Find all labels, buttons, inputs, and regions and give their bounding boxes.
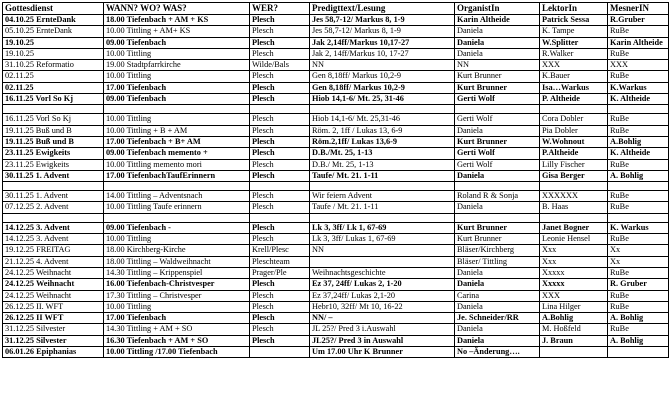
table-row — [3, 202, 669, 213]
time-place-cell: 10.00 Tittling — [104, 71, 250, 82]
service-cell: 19.11.25 Buß und B — [3, 136, 104, 147]
time-place-cell: 17.00 TiefenbachTaufErinnern — [104, 170, 250, 181]
table-row — [3, 313, 669, 324]
sexton-cell: R. Gruber — [608, 279, 669, 290]
organist-cell: Gerti Wolf — [455, 94, 540, 105]
scripture-cell: Hiob 14,1-6/ Mt. 25,31-46 — [310, 114, 455, 125]
who-cell: Plesch — [250, 94, 310, 105]
service-cell: 31.10.25 Reformatio — [3, 60, 104, 71]
sexton-cell: RuBe — [608, 267, 669, 278]
service-cell: 19.10.25 — [3, 48, 104, 59]
lector-cell: Xxxxx — [540, 267, 608, 278]
who-cell — [250, 105, 310, 114]
lector-cell: W.Splitter — [540, 37, 608, 48]
who-cell: Plesch — [250, 159, 310, 170]
who-cell: Plesch — [250, 335, 310, 346]
lector-cell: Xxx — [540, 256, 608, 267]
time-place-cell: 17.30 Tittling – Christvesper — [104, 290, 250, 301]
table-row — [3, 114, 669, 125]
organist-cell: Kurt Brunner — [455, 71, 540, 82]
lector-cell: Lilly Fischer — [540, 159, 608, 170]
sexton-cell: K.Warkus — [608, 82, 669, 93]
sexton-cell: RuBe — [608, 71, 669, 82]
time-place-cell: 09.00 Tiefenbach — [104, 94, 250, 105]
sexton-cell: RuBe — [608, 125, 669, 136]
who-cell: Plesch — [250, 26, 310, 37]
scripture-cell: Röm.2,1ff/ Lukas 13,6-9 — [310, 136, 455, 147]
sexton-cell: RuBe — [608, 324, 669, 335]
time-place-cell: 18.00 Tiefenbach + AM + KS — [104, 15, 250, 26]
who-cell: Plesch — [250, 82, 310, 93]
who-cell: Plesch — [250, 313, 310, 324]
header-lektorin: LektorIn — [540, 3, 608, 15]
lector-cell: W.Wohnout — [540, 136, 608, 147]
service-cell: 19.12.25 FREITAG — [3, 245, 104, 256]
time-place-cell: 10.00 Tittling + B + AM — [104, 125, 250, 136]
table-row — [3, 159, 669, 170]
organist-cell: Gerti Wolf — [455, 159, 540, 170]
lector-cell — [540, 213, 608, 222]
sexton-cell: XXX — [608, 60, 669, 71]
sexton-cell: RuBe — [608, 301, 669, 312]
organist-cell: Daniela — [455, 279, 540, 290]
service-cell: 04.10.25 ErnteDank — [3, 15, 104, 26]
time-place-cell: 19.00 Stadtpfarrkirche — [104, 60, 250, 71]
scripture-cell — [310, 182, 455, 191]
time-place-cell — [104, 105, 250, 114]
time-place-cell: 10.00 Tittling + AM+ KS — [104, 26, 250, 37]
table-row — [3, 148, 669, 159]
service-cell: 06.01.26 Epiphanias — [3, 347, 104, 358]
sexton-cell: A. Bohlig — [608, 313, 669, 324]
lector-cell: P.Altheide — [540, 148, 608, 159]
service-cell: 21.12.25 4. Advent — [3, 256, 104, 267]
table-row — [3, 82, 669, 93]
who-cell: Plesch — [250, 15, 310, 26]
table-row — [3, 234, 669, 245]
organist-cell — [455, 213, 540, 222]
time-place-cell: 17.00 Tiefenbach — [104, 82, 250, 93]
time-place-cell: 10.00 Tittling — [104, 234, 250, 245]
service-cell: 16.11.25 Vorl So Kj — [3, 94, 104, 105]
time-place-cell — [104, 182, 250, 191]
sexton-cell: RuBe — [608, 191, 669, 202]
organist-cell — [455, 105, 540, 114]
scripture-cell: D.B./ Mt. 25, 1-13 — [310, 159, 455, 170]
scripture-cell: Jes 58,7-12/ Markus 8, 1-9 — [310, 26, 455, 37]
who-cell: Prager/Ple — [250, 267, 310, 278]
sexton-cell: RuBe — [608, 159, 669, 170]
sexton-cell: K. Altheide — [608, 148, 669, 159]
lector-cell — [540, 182, 608, 191]
service-cell: 26.12.25 II WFT — [3, 313, 104, 324]
header-mesnerin: MesnerIN — [608, 3, 669, 15]
who-cell: Plesch — [250, 48, 310, 59]
scripture-cell: Lk 3, 3ff/ Lukas 1, 67-69 — [310, 234, 455, 245]
organist-cell: Daniela — [455, 335, 540, 346]
scripture-cell: Hebr10, 32ff/ Mt 10, 16-22 — [310, 301, 455, 312]
service-cell: 31.12.25 Silvester — [3, 324, 104, 335]
who-cell: Plesch — [250, 191, 310, 202]
lector-cell — [540, 105, 608, 114]
scripture-cell: NN/ – — [310, 313, 455, 324]
service-cell: 14.12.25 3. Advent — [3, 234, 104, 245]
sexton-cell: RuBe — [608, 234, 669, 245]
organist-cell: Daniela — [455, 170, 540, 181]
service-cell: 24.12.25 Weihnacht — [3, 279, 104, 290]
service-cell: 16.11.25 Vorl So Kj — [3, 114, 104, 125]
service-cell: 05.10.25 ErnteDank — [3, 26, 104, 37]
organist-cell: Kurt Brunner — [455, 222, 540, 233]
who-cell: Plesch — [250, 202, 310, 213]
sexton-cell: RuBe — [608, 202, 669, 213]
sexton-cell: R.Gruber — [608, 15, 669, 26]
scripture-cell: Ez 37,24ff/ Lukas 2,1-20 — [310, 290, 455, 301]
sexton-cell: Karin Altheide — [608, 37, 669, 48]
lector-cell: Isa…Warkus — [540, 82, 608, 93]
header-row — [3, 3, 669, 15]
organist-cell: Bläser/ Tittling — [455, 256, 540, 267]
scripture-cell: Wir feiern Advent — [310, 191, 455, 202]
sexton-cell: Xx — [608, 245, 669, 256]
service-cell: 02.11.25 — [3, 82, 104, 93]
who-cell: Plesch — [250, 71, 310, 82]
header-organistin: OrganistIn — [455, 3, 540, 15]
who-cell — [250, 213, 310, 222]
table-row — [3, 125, 669, 136]
organist-cell: No –Änderung…. — [455, 347, 540, 358]
organist-cell: Daniela — [455, 37, 540, 48]
scripture-cell: Weihnachtsgeschichte — [310, 267, 455, 278]
scripture-cell: JL25?/ Pred 3 in Auswahl — [310, 335, 455, 346]
who-cell: Plesch — [250, 37, 310, 48]
organist-cell: Je. Schneider/RR — [455, 313, 540, 324]
service-cell: 14.12.25 3. Advent — [3, 222, 104, 233]
time-place-cell: 17.00 Tiefenbach — [104, 313, 250, 324]
who-cell: Plesch — [250, 125, 310, 136]
table-row — [3, 324, 669, 335]
header-wann-wo-was: WANN? WO? WAS? — [104, 3, 250, 15]
table-row — [3, 60, 669, 71]
organist-cell: Roland R & Sonja — [455, 191, 540, 202]
table-row — [3, 15, 669, 26]
lector-cell: Pia Dobler — [540, 125, 608, 136]
table-row — [3, 71, 669, 82]
service-cell — [3, 105, 104, 114]
service-cell: 24.12.25 Weihnacht — [3, 267, 104, 278]
time-place-cell: 09.00 Tiefenbach — [104, 37, 250, 48]
table-row — [3, 301, 669, 312]
service-cell: 07.12.25 2. Advent — [3, 202, 104, 213]
who-cell: Pleschteam — [250, 256, 310, 267]
organist-cell: Daniela — [455, 267, 540, 278]
sexton-cell: Xx — [608, 256, 669, 267]
organist-cell: Kurt Brunner — [455, 234, 540, 245]
who-cell: Plesch — [250, 279, 310, 290]
scripture-cell: Jes 58,7-12/ Markus 8, 1-9 — [310, 15, 455, 26]
time-place-cell — [104, 213, 250, 222]
lector-cell: Xxxxx — [540, 279, 608, 290]
lector-cell: XXX — [540, 290, 608, 301]
header-wer: WER? — [250, 3, 310, 15]
scripture-cell — [310, 213, 455, 222]
lector-cell: Leonie Hensel — [540, 234, 608, 245]
time-place-cell: 10.00 Tittling memento mori — [104, 159, 250, 170]
service-cell: 19.11.25 Buß und B — [3, 125, 104, 136]
lector-cell — [540, 347, 608, 358]
organist-cell: Bläser/Kirchberg — [455, 245, 540, 256]
sexton-cell: K. Altheide — [608, 94, 669, 105]
time-place-cell: 10.00 Tittling — [104, 48, 250, 59]
service-cell: 31.12.25 Silvester — [3, 335, 104, 346]
sexton-cell: RuBe — [608, 114, 669, 125]
organist-cell: Karin Altheide — [455, 15, 540, 26]
who-cell: Plesch — [250, 324, 310, 335]
scripture-cell: Jak 2, 14ff/Markus 10, 17-27 — [310, 48, 455, 59]
time-place-cell: 10.00 Tittling — [104, 114, 250, 125]
scripture-cell: Lk 3, 3ff/ Lk 1, 67-69 — [310, 222, 455, 233]
table-row — [3, 191, 669, 202]
organist-cell: Daniela — [455, 26, 540, 37]
table-row — [3, 94, 669, 105]
sexton-cell: A. Bohlig — [608, 335, 669, 346]
who-cell: Plesch — [250, 114, 310, 125]
time-place-cell: 10.00 Tittling — [104, 301, 250, 312]
spacer-row — [3, 182, 669, 191]
table-row — [3, 335, 669, 346]
time-place-cell: 17.00 Tiefenbach + B+ AM — [104, 136, 250, 147]
lector-cell: M. Hoßfeld — [540, 324, 608, 335]
time-place-cell: 14.00 Tittling – Adventsnach — [104, 191, 250, 202]
lector-cell: XXX — [540, 60, 608, 71]
table-row — [3, 279, 669, 290]
organist-cell: Carina — [455, 290, 540, 301]
who-cell: Krell/Plesc — [250, 245, 310, 256]
who-cell: Plesch — [250, 290, 310, 301]
service-cell: 23.11.25 Ewigkeits — [3, 159, 104, 170]
scripture-cell: Hiob 14,1-6/ Mt. 25, 31-46 — [310, 94, 455, 105]
who-cell: Plesch — [250, 148, 310, 159]
time-place-cell: 14.30 Tittling – Krippenspiel — [104, 267, 250, 278]
who-cell: Wilde/Bals — [250, 60, 310, 71]
scripture-cell — [310, 105, 455, 114]
sexton-cell: RuBe — [608, 26, 669, 37]
lector-cell: J. Braun — [540, 335, 608, 346]
lector-cell: K.Bauer — [540, 71, 608, 82]
organist-cell: Daniela — [455, 202, 540, 213]
organist-cell: Gerti Wolf — [455, 148, 540, 159]
sexton-cell — [608, 213, 669, 222]
table-row — [3, 245, 669, 256]
service-cell: 30.11.25 1. Advent — [3, 191, 104, 202]
service-cell — [3, 182, 104, 191]
who-cell: Plesch — [250, 222, 310, 233]
time-place-cell: 10.00 Tittling /17.00 Tiefenbach — [104, 347, 250, 358]
service-cell: 30.11.25 1. Advent — [3, 170, 104, 181]
table-row — [3, 267, 669, 278]
header-predigttext: Predigttext/Lesung — [310, 3, 455, 15]
lector-cell: B. Haas — [540, 202, 608, 213]
scripture-cell: NN — [310, 245, 455, 256]
organist-cell: Kurt Brunner — [455, 82, 540, 93]
scripture-cell: Um 17.00 Uhr K Brunner — [310, 347, 455, 358]
sexton-cell: A. Bohlig — [608, 170, 669, 181]
time-place-cell: 14.30 Tittling + AM + SO — [104, 324, 250, 335]
who-cell — [250, 347, 310, 358]
scripture-cell: Röm. 2, 1ff / Lukas 13, 6-9 — [310, 125, 455, 136]
scripture-cell: Gen 8,18ff/ Markus 10,2-9 — [310, 82, 455, 93]
schedule-sheet — [2, 2, 668, 358]
scripture-cell: NN — [310, 60, 455, 71]
organist-cell: Daniela — [455, 324, 540, 335]
lector-cell: XXXXXX — [540, 191, 608, 202]
table-row — [3, 48, 669, 59]
organist-cell: NN — [455, 60, 540, 71]
table-row — [3, 37, 669, 48]
lector-cell: Janet Bogner — [540, 222, 608, 233]
lector-cell: A.Bohlig — [540, 313, 608, 324]
organist-cell: Gerti Wolf — [455, 114, 540, 125]
scripture-cell — [310, 256, 455, 267]
table-body — [3, 15, 669, 358]
service-schedule-table — [2, 2, 669, 358]
table-row — [3, 347, 669, 358]
sexton-cell — [608, 182, 669, 191]
table-row — [3, 170, 669, 181]
sexton-cell — [608, 347, 669, 358]
time-place-cell: 18.00 Tittling – Waldweihnacht — [104, 256, 250, 267]
scripture-cell: Taufe / Mt. 21. 1-11 — [310, 202, 455, 213]
service-cell — [3, 213, 104, 222]
header-gottesdienst: Gottesdienst — [3, 3, 104, 15]
scripture-cell: Jak 2,14ff/Markus 10,17-27 — [310, 37, 455, 48]
time-place-cell: 16.00 Tiefenbach-Christvesper — [104, 279, 250, 290]
scripture-cell: JL 25?/ Pred 3 i.Auswahl — [310, 324, 455, 335]
sexton-cell: K. Warkus — [608, 222, 669, 233]
who-cell: Plesch — [250, 234, 310, 245]
time-place-cell: 09.00 Tiefenbach memento + — [104, 148, 250, 159]
scripture-cell: D.B./Mt. 25, 1-13 — [310, 148, 455, 159]
who-cell: Plesch — [250, 301, 310, 312]
lector-cell: R.Walker — [540, 48, 608, 59]
lector-cell: Cora Dobler — [540, 114, 608, 125]
organist-cell: Daniela — [455, 125, 540, 136]
who-cell: Plesch — [250, 170, 310, 181]
spacer-row — [3, 213, 669, 222]
time-place-cell: 16.30 Tiefenbach + AM + SO — [104, 335, 250, 346]
scripture-cell: Taufe/ Mt. 21. 1-11 — [310, 170, 455, 181]
sexton-cell — [608, 105, 669, 114]
who-cell: Plesch — [250, 136, 310, 147]
scripture-cell: Ez 37, 24ff/ Lukas 2, 1-20 — [310, 279, 455, 290]
time-place-cell: 18.00 Kirchberg-Kirche — [104, 245, 250, 256]
sexton-cell: RuBe — [608, 48, 669, 59]
table-row — [3, 290, 669, 301]
lector-cell: P. Altheide — [540, 94, 608, 105]
service-cell: 26.12.25 II. WFT — [3, 301, 104, 312]
table-row — [3, 136, 669, 147]
table-row — [3, 26, 669, 37]
organist-cell: Daniela — [455, 48, 540, 59]
service-cell: 24.12.25 Weihnacht — [3, 290, 104, 301]
lector-cell: K. Tampe — [540, 26, 608, 37]
sexton-cell: A.Bohlig — [608, 136, 669, 147]
lector-cell: Gisa Berger — [540, 170, 608, 181]
who-cell — [250, 182, 310, 191]
table-row — [3, 222, 669, 233]
sexton-cell: RuBe — [608, 290, 669, 301]
scripture-cell: Gen 8,18ff/ Markus 10,2-9 — [310, 71, 455, 82]
organist-cell: Daniela — [455, 301, 540, 312]
service-cell: 19.10.25 — [3, 37, 104, 48]
lector-cell: Lina Hilger — [540, 301, 608, 312]
time-place-cell: 09.00 Tiefenbach - — [104, 222, 250, 233]
lector-cell: Patrick Sessa — [540, 15, 608, 26]
table-row — [3, 256, 669, 267]
lector-cell: Xxx — [540, 245, 608, 256]
service-cell: 23.11.25 Ewigkeits — [3, 148, 104, 159]
organist-cell: Kurt Brunner — [455, 136, 540, 147]
spacer-row — [3, 105, 669, 114]
time-place-cell: 10.00 Tittling Taufe erinnern — [104, 202, 250, 213]
organist-cell — [455, 182, 540, 191]
service-cell: 02.11.25 — [3, 71, 104, 82]
